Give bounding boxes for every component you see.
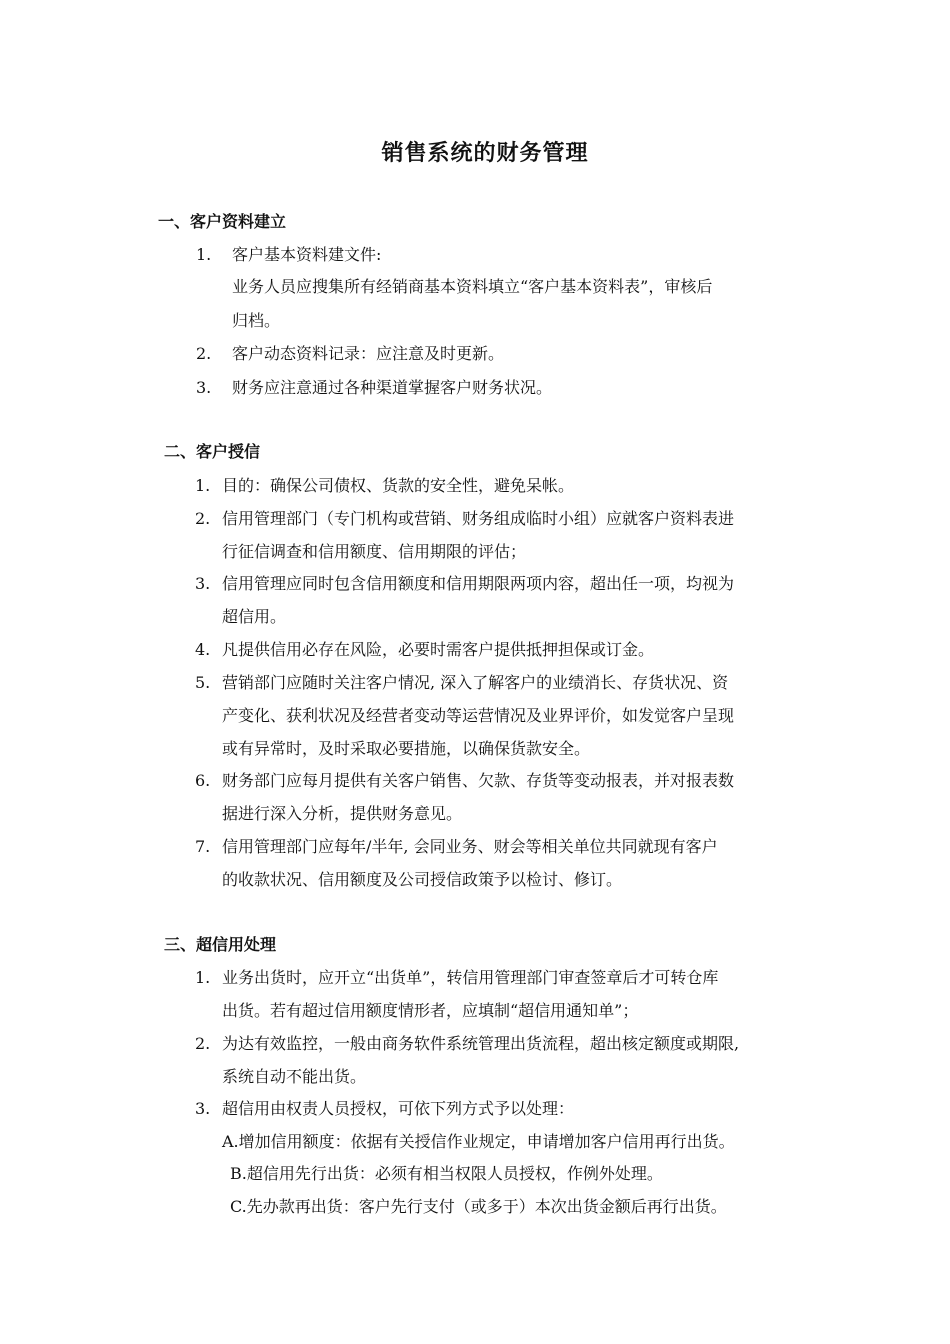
item-number: 4. (195, 640, 211, 659)
section-heading-1: 一、客户资料建立 (158, 212, 287, 231)
document-title: 销售系统的财务管理 (381, 141, 589, 166)
item-text: 财务部门应每月提供有关客户销售、欠款、存货等变动报表，并对报表数 (222, 771, 735, 790)
sub-item-text: C.先办款再出货：客户先行支付（或多于）本次出货金额后再行出货。 (230, 1197, 727, 1216)
sub-item-text: A.增加信用额度：依据有关授信作业规定，申请增加客户信用再行出货。 (222, 1132, 735, 1151)
item-number: 5. (195, 673, 211, 692)
item-text: 或有异常时，及时采取必要措施，以确保货款安全。 (222, 739, 591, 758)
sub-item-text: B.超信用先行出货：必须有相当权限人员授权，作例外处理。 (230, 1164, 663, 1183)
item-text: 系统自动不能出货。 (222, 1067, 367, 1086)
section-heading-2: 二、客户授信 (164, 442, 261, 461)
item-number: 3. (195, 574, 211, 593)
item-number: 2. (195, 509, 211, 528)
item-text: 信用管理应同时包含信用额度和信用期限两项内容，超出任一项，均视为 (222, 574, 735, 593)
item-number: 7. (195, 837, 211, 856)
item-number: 1. (195, 968, 211, 987)
item-number: 3. (195, 1099, 211, 1118)
item-text: 业务出货时，应开立“出货单”，转信用管理部门审查签章后才可转仓库 (222, 968, 719, 987)
section-heading-3: 三、超信用处理 (164, 935, 277, 954)
item-text: 客户基本资料建文件: (232, 245, 382, 264)
item-text: 财务应注意通过各种渠道掌握客户财务状况。 (232, 378, 553, 397)
item-text: 业务人员应搜集所有经销商基本资料填立“客户基本资料表”，审核后 (232, 277, 713, 296)
item-number: 1. (195, 476, 211, 495)
item-text: 信用管理部门（专门机构或营销、财务组成临时小组）应就客户资料表进 (222, 509, 735, 528)
item-text: 产变化、获利状况及经营者变动等运营情况及业界评价，如发觉客户呈现 (222, 706, 735, 725)
item-text: 归档。 (232, 311, 281, 330)
item-number: 3. (196, 378, 212, 397)
item-number: 1. (196, 245, 212, 264)
item-text: 据进行深入分析，提供财务意见。 (222, 804, 463, 823)
item-text: 的收款状况、信用额度及公司授信政策予以检讨、修订。 (222, 870, 623, 889)
item-text: 行征信调查和信用额度、信用期限的评估； (222, 542, 527, 561)
item-text: 超信用由权责人员授权，可依下列方式予以处理： (222, 1099, 575, 1118)
item-number: 6. (195, 771, 211, 790)
item-text: 营销部门应随时关注客户情况, 深入了解客户的业绩消长、存货状况、资 (222, 673, 729, 692)
item-text: 信用管理部门应每年/半年, 会同业务、财会等相关单位共同就现有客户 (222, 837, 718, 856)
item-text: 为达有效监控，一般由商务软件系统管理出货流程，超出核定额度或期限, (222, 1034, 740, 1053)
item-text: 客户动态资料记录：应注意及时更新。 (232, 344, 505, 363)
item-text: 出货。若有超过信用额度情形者，应填制“超信用通知单”； (222, 1001, 639, 1020)
item-text: 目的：确保公司债权、货款的安全性，避免呆帐。 (222, 476, 575, 495)
item-text: 超信用。 (222, 607, 287, 626)
item-number: 2. (195, 1034, 211, 1053)
item-number: 2. (196, 344, 212, 363)
item-text: 凡提供信用必存在风险，必要时需客户提供抵押担保或订金。 (222, 640, 655, 659)
